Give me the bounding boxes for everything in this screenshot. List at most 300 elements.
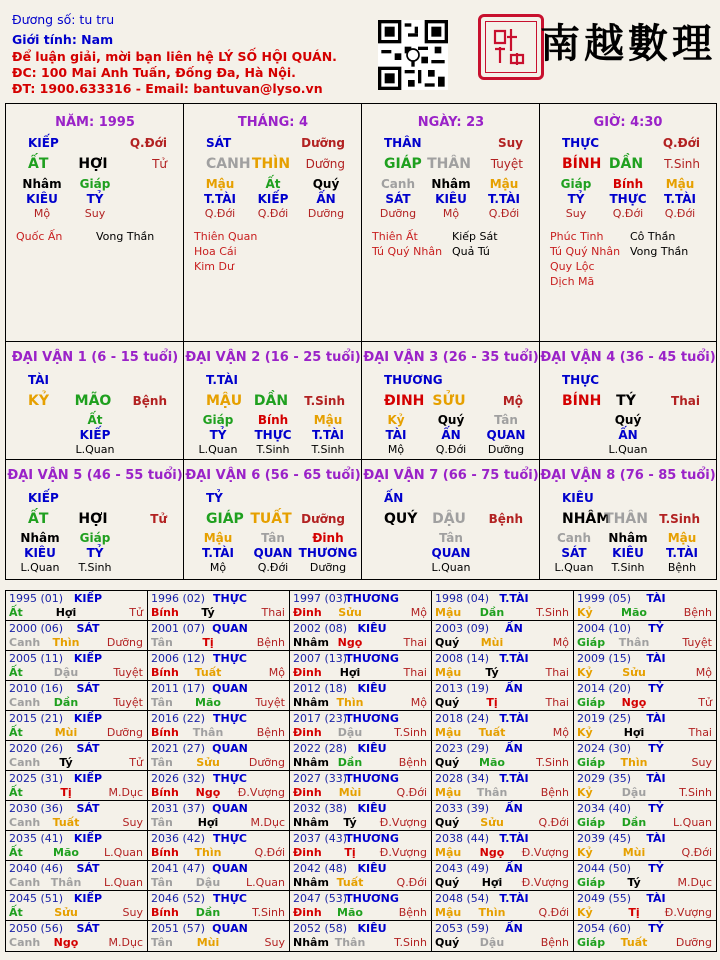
hidden-stem: Nhâm	[608, 531, 648, 545]
year-state: Q.Đới	[254, 846, 285, 859]
year-label: 2008 (14)	[435, 652, 490, 665]
year-chi: Dậu	[337, 726, 363, 739]
year-chi: Dần	[621, 816, 647, 829]
year-god: T.TÀI	[499, 652, 529, 665]
year-god: T.TÀI	[499, 592, 529, 605]
year-cell[interactable]	[432, 651, 574, 681]
year-cell[interactable]	[432, 741, 574, 771]
hidden-god: KIẾP	[257, 192, 289, 206]
year-god: KIẾP	[73, 832, 103, 845]
hidden-god: T.TÀI	[202, 546, 234, 560]
dai-van-can: ĐINH	[384, 393, 425, 409]
year-label: 2018 (24)	[435, 712, 490, 725]
year-state: Suy	[122, 816, 143, 829]
hidden-state: Q.Đới	[257, 561, 289, 574]
hidden-state: T.Sinh	[256, 443, 290, 456]
year-cell[interactable]	[290, 591, 432, 621]
year-cell[interactable]	[574, 741, 716, 771]
star-right: Kiếp Sát	[452, 230, 498, 243]
pillar-can: ẤT	[28, 156, 49, 172]
year-cell[interactable]	[290, 771, 432, 801]
hidden-god: ẤN	[316, 192, 336, 206]
year-cell[interactable]	[432, 771, 574, 801]
year-god: SÁT	[76, 742, 100, 755]
year-cell[interactable]	[290, 861, 432, 891]
year-god: THỰC	[213, 592, 247, 605]
star-left: Phúc Tinh	[550, 230, 604, 243]
year-chi: Tuất	[52, 816, 80, 829]
dai-van-state: Mộ	[502, 394, 523, 408]
year-label: 2037 (43)	[293, 832, 348, 845]
year-label: 2048 (54)	[435, 892, 490, 905]
year-god: QUAN	[212, 862, 248, 875]
star-left: Hoa Cái	[194, 245, 237, 258]
year-cell[interactable]	[6, 921, 148, 951]
year-god: TÀI	[646, 652, 666, 665]
year-label: 2046 (52)	[151, 892, 206, 905]
year-chi: Sửu	[196, 756, 220, 769]
hidden-god: KIÊU	[612, 546, 644, 560]
year-state: Đ.Vượng	[664, 906, 712, 919]
year-can: Giáp	[577, 636, 606, 649]
year-god: QUAN	[212, 742, 248, 755]
year-cell[interactable]	[290, 831, 432, 861]
dai-van-state: Thai	[671, 394, 700, 408]
year-cell[interactable]	[148, 801, 290, 831]
year-label: 2012 (18)	[293, 682, 348, 695]
hidden-state: Mộ	[33, 207, 51, 220]
pillar-god: THÂN	[384, 136, 422, 150]
year-label: 2030 (36)	[9, 802, 64, 815]
year-state: Q.Đới	[538, 816, 569, 829]
year-can: Mậu	[435, 606, 462, 619]
year-cell[interactable]	[6, 861, 148, 891]
year-label: 2053 (59)	[435, 922, 490, 935]
hidden-state: Q.Đới	[612, 207, 644, 220]
pillar-caption: GIỜ: 4:30	[593, 115, 663, 130]
year-cell[interactable]	[290, 681, 432, 711]
pillar-can: CANH	[206, 156, 251, 172]
year-chi: Tý	[343, 816, 357, 829]
hidden-state: Dưỡng	[487, 443, 525, 456]
year-label: 1995 (01)	[9, 592, 64, 605]
year-state: L.Quan	[246, 876, 285, 889]
dai-van-god: T.TÀI	[206, 373, 238, 387]
pillar-chi: HỢI	[78, 156, 108, 172]
year-cell[interactable]	[574, 891, 716, 921]
qr-code-icon[interactable]	[378, 20, 448, 90]
year-god: KIẾP	[73, 892, 103, 905]
year-can: Quý	[435, 816, 460, 829]
year-state: Bệnh	[540, 786, 569, 799]
year-can: Giáp	[577, 936, 606, 949]
year-cell[interactable]	[148, 591, 290, 621]
year-can: Mậu	[435, 666, 462, 679]
dai-van-god: TÀI	[28, 373, 50, 387]
year-god: TÀI	[646, 892, 666, 905]
hidden-state: Suy	[84, 207, 106, 220]
year-state: Q.Đới	[396, 876, 427, 889]
star-left: Quốc Ấn	[16, 230, 63, 243]
year-chi: Tị	[344, 846, 356, 859]
year-cell[interactable]	[290, 801, 432, 831]
year-cell[interactable]	[148, 891, 290, 921]
year-god: SÁT	[76, 862, 100, 875]
year-god: TỶ	[648, 922, 664, 935]
year-cell[interactable]	[432, 591, 574, 621]
year-can: Ất	[9, 726, 23, 739]
year-label: 2016 (22)	[151, 712, 206, 725]
year-label: 2007 (13)	[293, 652, 348, 665]
hidden-god: ẤN	[618, 428, 638, 442]
year-can: Bính	[151, 666, 179, 679]
year-chi: Dậu	[479, 936, 505, 949]
year-chi: Thân	[618, 636, 650, 649]
hidden-state: Dưỡng	[379, 207, 417, 220]
year-god: QUAN	[212, 802, 248, 815]
year-chi: Dậu	[621, 786, 647, 799]
year-cell[interactable]	[148, 921, 290, 951]
year-can: Canh	[9, 816, 41, 829]
hidden-stem: Đinh	[312, 531, 344, 545]
year-can: Ất	[9, 606, 23, 619]
year-chi: Tuất	[478, 726, 506, 739]
year-cell[interactable]	[6, 711, 148, 741]
year-state: Thai	[545, 696, 569, 709]
year-label: 2015 (21)	[9, 712, 64, 725]
year-god: SÁT	[76, 802, 100, 815]
year-label: 2044 (50)	[577, 862, 632, 875]
year-can: Canh	[9, 696, 41, 709]
year-label: 2005 (11)	[9, 652, 64, 665]
year-chi: Tị	[60, 786, 72, 799]
hidden-god: TỶ	[86, 546, 104, 560]
year-chi: Hợi	[481, 876, 503, 889]
year-state: Q.Đới	[396, 786, 427, 799]
year-cell[interactable]	[148, 711, 290, 741]
year-cell[interactable]	[148, 831, 290, 861]
year-state: M.Dục	[108, 936, 143, 949]
hidden-god: QUAN	[253, 546, 293, 560]
year-cell[interactable]	[432, 621, 574, 651]
year-chi: Mùi	[480, 636, 504, 649]
year-can: Quý	[435, 936, 460, 949]
dai-van-chi: SỬU	[432, 393, 466, 409]
year-chi: Ngọ	[621, 696, 647, 709]
dai-van-state: T.Sinh	[659, 512, 700, 526]
year-label: 2021 (27)	[151, 742, 206, 755]
hidden-stem: Tân	[261, 531, 285, 545]
hidden-god: T.TÀI	[204, 192, 236, 206]
year-label: 2014 (20)	[577, 682, 632, 695]
year-cell[interactable]	[574, 621, 716, 651]
year-label: 2025 (31)	[9, 772, 64, 785]
dai-van-state: Tử	[150, 512, 167, 526]
year-cell[interactable]	[290, 741, 432, 771]
year-chi: Mão	[337, 906, 363, 919]
dai-van-can: BÍNH	[562, 393, 602, 409]
year-god: THỰC	[213, 772, 247, 785]
year-cell[interactable]	[148, 681, 290, 711]
year-can: Bính	[151, 786, 179, 799]
pillar-god: THỰC	[562, 136, 600, 150]
hidden-stem: Giáp	[79, 531, 111, 545]
year-cell[interactable]	[574, 771, 716, 801]
year-god: THỰC	[213, 652, 247, 665]
year-can: Tân	[151, 936, 173, 949]
year-cell[interactable]	[432, 681, 574, 711]
year-can: Canh	[9, 936, 41, 949]
year-label: 1998 (04)	[435, 592, 490, 605]
year-state: M.Dục	[677, 876, 712, 889]
year-cell[interactable]	[290, 651, 432, 681]
year-state: Thai	[403, 636, 427, 649]
year-state: Bệnh	[683, 606, 712, 619]
year-can: Đinh	[293, 666, 322, 679]
year-can: Kỷ	[577, 606, 593, 619]
year-god: TỶ	[648, 802, 664, 815]
year-cell[interactable]	[432, 891, 574, 921]
year-cell[interactable]	[574, 861, 716, 891]
year-god: THƯƠNG	[345, 832, 399, 845]
year-cell[interactable]	[574, 651, 716, 681]
hidden-state: Q.Đới	[435, 443, 467, 456]
address-line: ĐC: 100 Mai Anh Tuấn, Đống Đa, Hà Nội.	[12, 65, 296, 80]
dai-van-cell	[362, 342, 540, 460]
year-can: Canh	[9, 876, 41, 889]
dai-van-state: Dưỡng	[301, 512, 345, 526]
year-label: 2043 (49)	[435, 862, 490, 875]
year-can: Ất	[9, 666, 23, 679]
year-cell[interactable]	[6, 621, 148, 651]
year-cell[interactable]	[574, 681, 716, 711]
year-cell[interactable]	[148, 741, 290, 771]
dai-van-caption: ĐẠI VẬN 1 (6 - 15 tuổi)	[11, 350, 179, 365]
year-god: KIÊU	[357, 622, 387, 635]
year-state: T.Sinh	[536, 606, 569, 619]
year-state: Đ.Vượng	[237, 786, 285, 799]
year-cell[interactable]	[6, 771, 148, 801]
year-cell[interactable]	[290, 921, 432, 951]
year-cell[interactable]	[290, 621, 432, 651]
year-god: KIẾP	[73, 712, 103, 725]
year-cell[interactable]	[6, 891, 148, 921]
hidden-god: THỰC	[254, 428, 292, 442]
year-chi: Sửu	[54, 906, 78, 919]
hidden-state: L.Quan	[431, 561, 471, 574]
year-cell[interactable]	[6, 681, 148, 711]
hidden-stem: Kỷ	[387, 413, 405, 427]
hidden-god: KIÊU	[435, 192, 467, 206]
year-chi: Mão	[53, 846, 79, 859]
star-left: Dịch Mã	[550, 275, 595, 288]
year-label: 2047 (53)	[293, 892, 348, 905]
hidden-god: QUAN	[431, 546, 471, 560]
year-can: Kỷ	[577, 726, 593, 739]
year-cell[interactable]	[574, 831, 716, 861]
year-god: THỰC	[213, 712, 247, 725]
year-can: Ất	[9, 786, 23, 799]
year-can: Kỷ	[577, 906, 593, 919]
star-left: Kim Dư	[194, 260, 234, 273]
year-label: 2027 (33)	[293, 772, 348, 785]
year-cell[interactable]	[432, 801, 574, 831]
year-chi: Hợi	[55, 606, 77, 619]
year-cell[interactable]	[148, 861, 290, 891]
pillar-can: GIÁP	[384, 156, 422, 172]
year-state: T.Sinh	[394, 726, 427, 739]
year-label: 2001 (07)	[151, 622, 206, 635]
dai-van-state: Bệnh	[488, 512, 523, 526]
year-label: 2045 (51)	[9, 892, 64, 905]
year-chi: Mùi	[622, 846, 646, 859]
year-state: Bệnh	[540, 936, 569, 949]
year-cell[interactable]	[6, 801, 148, 831]
year-chi: Mùi	[54, 726, 78, 739]
year-cell[interactable]	[432, 711, 574, 741]
hidden-stem: Giáp	[79, 177, 111, 191]
year-chi: Sửu	[622, 666, 646, 679]
year-god: SÁT	[76, 682, 100, 695]
year-cell[interactable]	[148, 771, 290, 801]
year-chi: Tý	[201, 606, 215, 619]
hidden-state: T.Sinh	[311, 443, 345, 456]
year-chi: Tuất	[194, 666, 222, 679]
header	[0, 0, 720, 100]
hidden-stem: Quý	[312, 177, 340, 191]
hidden-god: T.TÀI	[664, 192, 696, 206]
year-cell[interactable]	[432, 861, 574, 891]
hidden-state: L.Quan	[20, 561, 60, 574]
year-cell[interactable]	[6, 651, 148, 681]
dai-van-caption: ĐẠI VẬN 5 (46 - 55 tuổi)	[7, 468, 183, 483]
year-god: T.TÀI	[499, 712, 529, 725]
year-cell[interactable]	[432, 831, 574, 861]
year-state: Tuyệt	[113, 696, 143, 709]
year-can: Đinh	[293, 906, 322, 919]
hidden-god: TÀI	[385, 428, 407, 442]
hidden-state: T.Sinh	[611, 561, 645, 574]
hidden-god: THƯƠNG	[298, 546, 358, 560]
year-can: Nhâm	[293, 756, 329, 769]
annual-table	[5, 590, 717, 952]
year-state: L.Quan	[104, 876, 143, 889]
year-god: THƯƠNG	[345, 592, 399, 605]
year-label: 2011 (17)	[151, 682, 206, 695]
year-cell[interactable]	[574, 921, 716, 951]
year-cell[interactable]	[574, 711, 716, 741]
year-cell[interactable]	[432, 921, 574, 951]
year-chi: Tuất	[620, 936, 648, 949]
year-label: 1997 (03)	[293, 592, 348, 605]
year-can: Bính	[151, 906, 179, 919]
dai-van-caption: ĐẠI VẬN 3 (26 - 35 tuổi)	[363, 350, 539, 365]
year-cell[interactable]	[148, 621, 290, 651]
year-state: Đ.Vượng	[521, 846, 569, 859]
year-chi: Ngọ	[479, 846, 505, 859]
hidden-god: SÁT	[385, 192, 411, 206]
year-state: Bệnh	[398, 756, 427, 769]
year-cell[interactable]	[6, 591, 148, 621]
year-cell[interactable]	[148, 651, 290, 681]
dai-van-can: MẬU	[206, 393, 243, 409]
dai-van-cell	[6, 460, 184, 579]
year-can: Canh	[9, 636, 41, 649]
year-label: 2006 (12)	[151, 652, 206, 665]
year-chi: Tý	[485, 666, 499, 679]
hidden-stem: Bính	[612, 177, 644, 191]
year-cell[interactable]	[6, 831, 148, 861]
year-chi: Thân	[476, 786, 508, 799]
hidden-state: Mộ	[442, 207, 460, 220]
year-row	[6, 861, 716, 891]
year-label: 2003 (09)	[435, 622, 490, 635]
dai-van-chi: DẬU	[432, 511, 466, 527]
year-can: Bính	[151, 726, 179, 739]
year-cell[interactable]	[290, 711, 432, 741]
year-chi: Thìn	[478, 906, 506, 919]
pillar-chi: THÂN	[427, 156, 471, 172]
year-cell[interactable]	[290, 891, 432, 921]
year-cell[interactable]	[574, 801, 716, 831]
year-chi: Dần	[53, 696, 79, 709]
year-can: Nhâm	[293, 696, 329, 709]
year-god: T.TÀI	[499, 892, 529, 905]
year-god: T.TÀI	[499, 832, 529, 845]
hidden-god: TỶ	[567, 192, 585, 206]
year-cell[interactable]	[574, 591, 716, 621]
year-can: Mậu	[435, 846, 462, 859]
year-state: Q.Đới	[538, 906, 569, 919]
year-state: Mộ	[410, 606, 427, 619]
year-state: L.Quan	[673, 816, 712, 829]
year-can: Giáp	[577, 696, 606, 709]
year-god: TỶ	[648, 742, 664, 755]
year-cell[interactable]	[6, 741, 148, 771]
year-state: Suy	[691, 756, 712, 769]
year-label: 2041 (47)	[151, 862, 206, 875]
year-god: SÁT	[76, 922, 100, 935]
dai-van-god: ẤN	[384, 491, 404, 505]
pillar-cell	[540, 104, 716, 342]
hidden-stem: Bính	[257, 413, 289, 427]
hidden-state: Q.Đới	[664, 207, 696, 220]
dai-van-can: ẤT	[28, 511, 49, 527]
year-row	[6, 921, 716, 951]
dai-van-can: KỶ	[28, 393, 49, 409]
pillar-god: KIẾP	[28, 136, 59, 150]
year-chi: Hợi	[623, 726, 645, 739]
year-label: 2002 (08)	[293, 622, 348, 635]
dai-van-caption: ĐẠI VẬN 4 (36 - 45 tuổi)	[540, 350, 716, 365]
year-god: TỶ	[648, 682, 664, 695]
year-label: 2033 (39)	[435, 802, 490, 815]
year-state: Tuyệt	[255, 696, 285, 709]
year-chi: Sửu	[480, 816, 504, 829]
year-state: Đ.Vượng	[379, 816, 427, 829]
year-can: Kỷ	[577, 846, 593, 859]
year-god: QUAN	[212, 622, 248, 635]
year-god: ẤN	[505, 922, 523, 935]
year-chi: Thân	[192, 726, 224, 739]
hidden-state: Q.Đới	[488, 207, 520, 220]
pillar-god: SÁT	[206, 136, 232, 150]
hidden-god: ẤN	[441, 428, 461, 442]
pillar-god-state: Dưỡng	[301, 136, 345, 150]
year-god: THƯƠNG	[345, 892, 399, 905]
hidden-stem: Canh	[381, 177, 415, 191]
year-state: Thai	[688, 726, 712, 739]
